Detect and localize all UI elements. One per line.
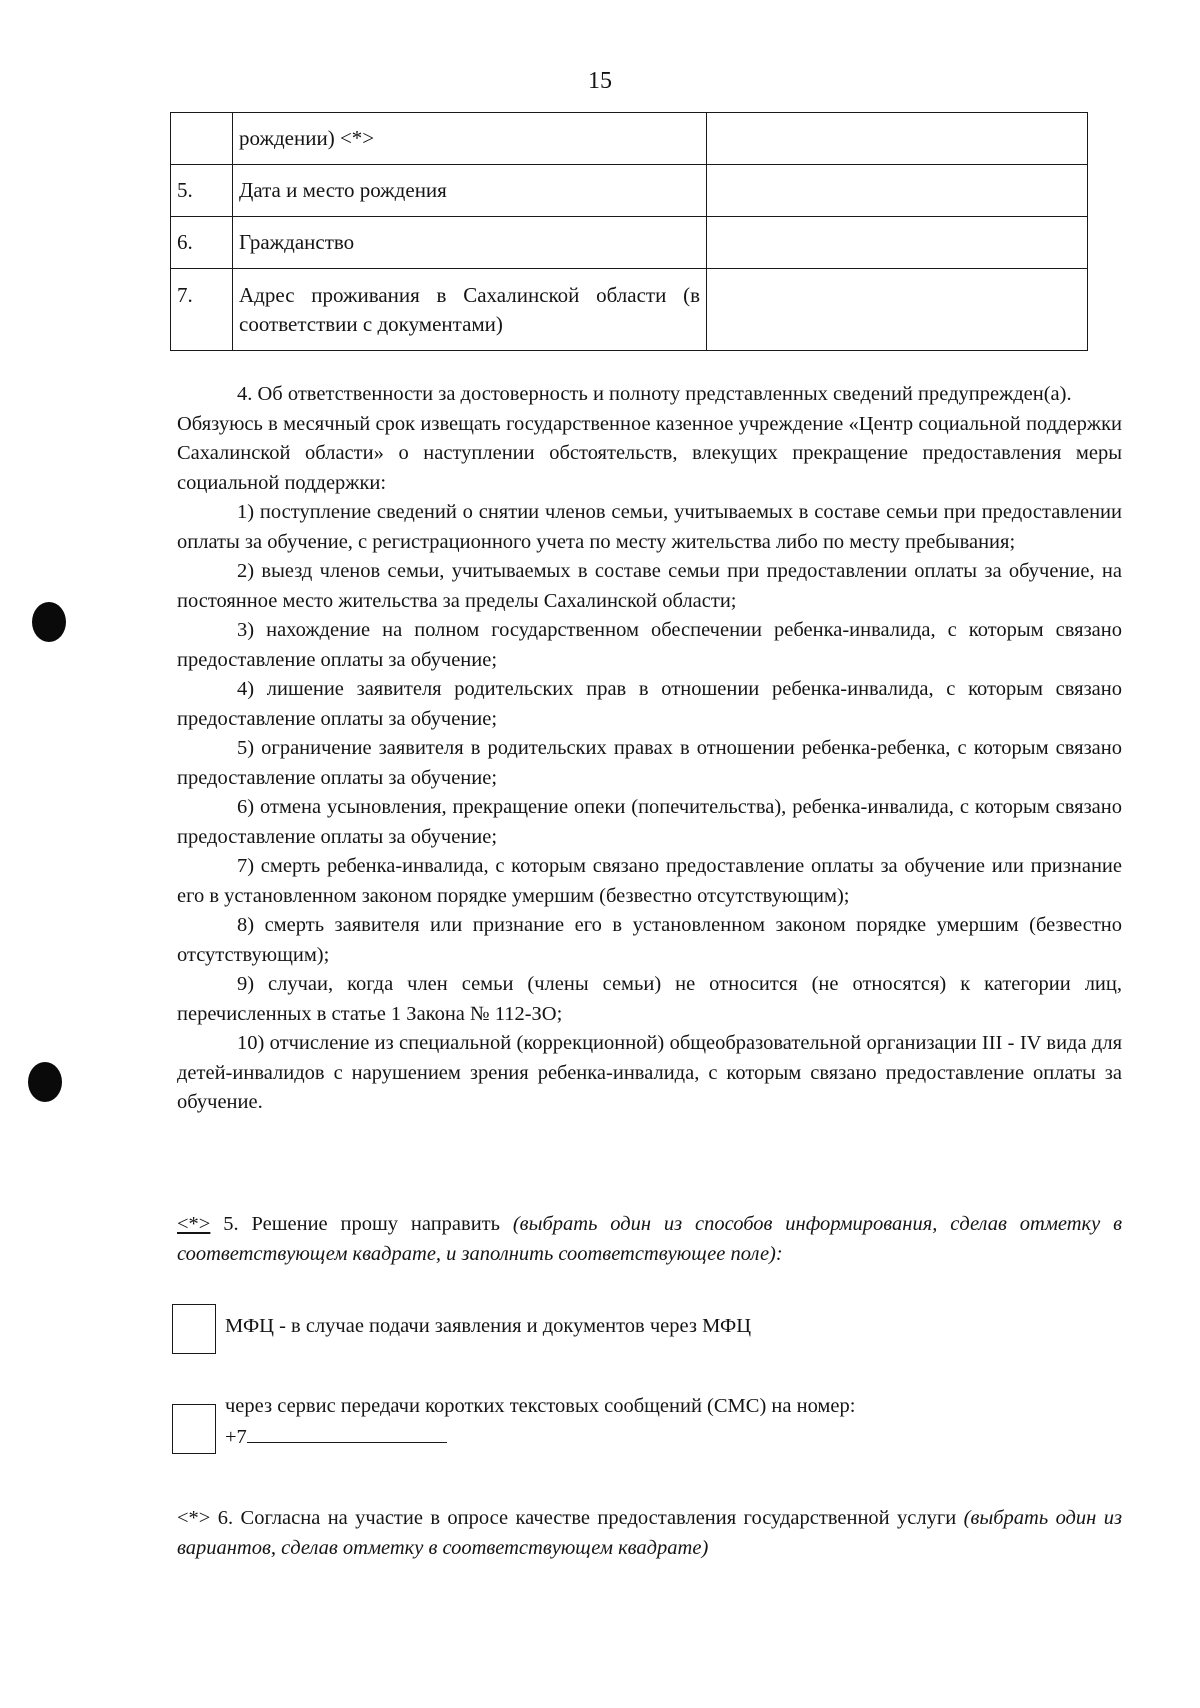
phone-prefix: +7 (225, 1426, 247, 1448)
mfc-option-label: МФЦ - в случае подачи заявления и документов через МФЦ (225, 1315, 752, 1337)
list-item: 9) случаи, когда член семьи (члены семьи) не относится (не относятся) к категории лиц, перечисленных в статье 1 Закона № 112-ЗО; (177, 973, 1122, 1025)
section-4-obligation: Обязуюсь в месячный срок извещать государственное казенное учреждение «Центр социальной поддержки Сахалинской области» о наступлении обстоятельств, влекущих прекращение предоставления меры социальной поддержки: (177, 412, 1122, 494)
punch-hole-mark-top (32, 602, 66, 642)
section-4-block (177, 380, 1122, 1118)
table-row (171, 113, 1088, 165)
list-item: 8) смерть заявителя или признание его в установленном законом порядке умершим (безвестно отсутствующим); (177, 914, 1122, 966)
section-6-block (177, 1504, 1122, 1563)
row-label: Дата и место рождения (233, 165, 707, 217)
table-row (171, 165, 1088, 217)
row-number: 6. (171, 217, 233, 269)
list-item: 3) нахождение на полном государственном обеспечении ребенка-инвалида, с которым связано предоставление оплаты за обучение; (177, 619, 1122, 671)
row-value-field[interactable] (707, 165, 1088, 217)
page-number: 15 (588, 68, 612, 94)
section-5-instruction: (выбрать один из способов информирования, сделав отметку в соответствующем квадрате, и заполнить соответствующее поле): (177, 1213, 1122, 1265)
row-value-field[interactable] (707, 217, 1088, 269)
row-value-field[interactable] (707, 269, 1088, 351)
row-number (171, 113, 233, 165)
sms-phone-row (225, 1423, 447, 1452)
sms-checkbox[interactable] (172, 1404, 216, 1454)
mfc-checkbox[interactable] (172, 1304, 216, 1354)
row-label: Гражданство (233, 217, 707, 269)
section-5-text: 5. Решение прошу направить (210, 1213, 513, 1235)
section-5-heading (177, 1210, 1122, 1269)
phone-number-field[interactable] (247, 1424, 447, 1443)
sms-option-label: через сервис передачи коротких текстовых сообщений (СМС) на номер: (225, 1395, 856, 1417)
footnote-marker: <*> (177, 1213, 211, 1235)
applicant-data-table (170, 112, 1088, 351)
section-6-text: 6. Согласна на участие в опросе качестве предоставления государственной услуги (210, 1507, 964, 1529)
list-item: 7) смерть ребенка-инвалида, с которым связано предоставление оплаты за обучение или признание его в установленном законом порядке умершим (безвестно отсутствующим); (177, 855, 1122, 907)
list-item: 1) поступление сведений о снятии членов семьи, учитываемых в составе семьи при предоставлении оплаты за обучение, с регистрационного учета по месту жительства либо по месту пребывания; (177, 501, 1122, 553)
row-label: Адрес проживания в Сахалинской области (в соответствии с документами) (233, 269, 707, 351)
list-item: 2) выезд членов семьи, учитываемых в составе семьи при предоставлении оплаты за обучение, на постоянное место жительства за пределы Сахалинской области; (177, 560, 1122, 612)
list-item: 5) ограничение заявителя в родительских правах в отношении ребенка-ребенка, с которым связано предоставление оплаты за обучение; (177, 737, 1122, 789)
table-row (171, 217, 1088, 269)
row-label: рождении) <*> (233, 113, 707, 165)
section-6-instruction: (выбрать один из вариантов, сделав отметку в соответствующем квадрате) (177, 1507, 1122, 1559)
punch-hole-mark-bottom (28, 1062, 62, 1102)
table-row (171, 269, 1088, 351)
section-4-intro: 4. Об ответственности за достоверность и полноту представленных сведений предупрежден(а). (237, 383, 1072, 405)
footnote-marker: <*> (177, 1507, 211, 1529)
list-item: 4) лишение заявителя родительских прав в отношении ребенка-инвалида, с которым связано предоставление оплаты за обучение; (177, 678, 1122, 730)
row-value-field[interactable] (707, 113, 1088, 165)
row-number: 7. (171, 269, 233, 351)
list-item: 6) отмена усыновления, прекращение опеки (попечительства), ребенка-инвалида, с которым связано предоставление оплаты за обучение; (177, 796, 1122, 848)
row-number: 5. (171, 165, 233, 217)
list-item: 10) отчисление из специальной (коррекционной) общеобразовательной организации III - IV вида для детей-инвалидов с нарушением зрения ребенка-инвалида, с которым связано предоставление оплаты за обучение. (177, 1032, 1122, 1113)
